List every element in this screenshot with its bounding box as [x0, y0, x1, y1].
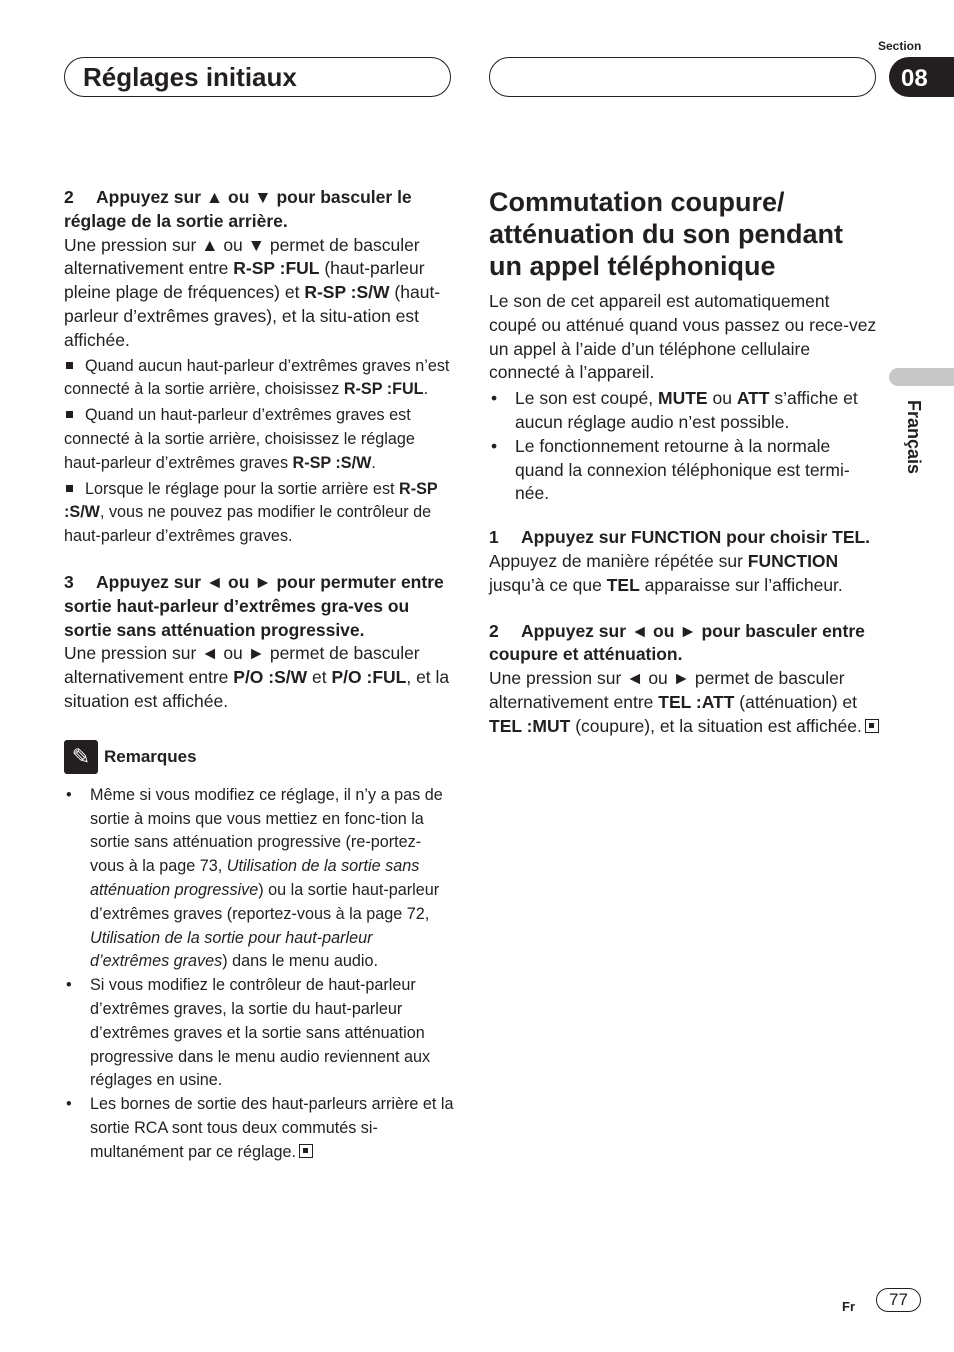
- page-number: 77: [876, 1288, 921, 1312]
- square-note-1: Quand aucun haut-parleur d’extrêmes graves n’est connecté à la sortie arrière, choisissez R-SP :FUL.: [64, 356, 450, 399]
- notes-header: [64, 740, 454, 774]
- pencil-note-icon: ✎: [64, 740, 98, 774]
- footer-language: Fr: [842, 1299, 855, 1314]
- language-label: Français: [904, 400, 924, 475]
- step-3-body: Une pression sur ◄ ou ► permet de basculer alternativement entre P/O :S/W et P/O :FUL, et la situation est affichée.: [64, 643, 450, 711]
- right-step-1-body: Appuyez de manière répétée sur FUNCTION jusqu’à ce que TEL apparaisse sur l’afficheur.: [489, 550, 843, 595]
- note-item: • Les bornes de sortie des haut-parleurs arrière et la sortie RCA sont tous deux commutés si-multanément par ce réglage.: [64, 1093, 454, 1164]
- square-note-3: Lorsque le réglage pour la sortie arrière est R-SP :S/W, vous ne pouvez pas modifier le contrôleur de haut-parleur d’extrêmes graves.: [64, 479, 438, 546]
- section-heading: Commutation coupure/ atténuation du son pendant un appel téléphonique: [489, 187, 843, 281]
- notes-title: Remarques: [104, 746, 197, 766]
- bullet-item: • Le fonctionnement retourne à la normale quand la connexion téléphonique est termi-née.: [489, 435, 879, 506]
- end-mark-icon: [865, 719, 879, 733]
- page-title: Réglages initiaux: [64, 57, 451, 97]
- header-blank-pill: [489, 57, 876, 97]
- square-bullet-icon: [66, 362, 73, 369]
- section-number-badge: 08: [889, 57, 954, 97]
- right-step-1-heading: 1 Appuyez sur FUNCTION pour choisir TEL.: [489, 527, 871, 548]
- square-bullet-icon: [66, 411, 73, 418]
- step-2-heading: 2 Appuyez sur ▲ ou ▼ pour basculer le réglage de la sortie arrière.: [64, 187, 412, 231]
- intro-text: Le son de cet appareil est automatiquement coupé ou atténué quand vous passez ou rece-vez un appel à l’aide d’un téléphone cellulaire connecté à l’appareil.: [489, 291, 877, 383]
- language-tab: [889, 368, 954, 386]
- note-item: • Même si vous modifiez ce réglage, il n’y a pas de sortie à moins que vous mettiez en fonc-tion la sortie sans atténuation progressive (re-portez-vous à la page 73, Utilisation de la sortie sans atténuation progressive) ou la sortie haut-parleur d’extrêmes graves (reportez-vous à la page 72, Utilisation de la sortie pour haut-parleur d’extrêmes graves) dans le menu audio.: [64, 784, 454, 974]
- step-2-body: Une pression sur ▲ ou ▼ permet de basculer alternativement entre R-SP :FUL (haut-parleur pleine plage de fréquences) et R-SP :S/W (haut-parleur d’extrêmes graves), et la situ-ation est affichée.: [64, 234, 441, 350]
- left-column: [64, 186, 454, 1164]
- note-item: • Si vous modifiez le contrôleur de haut-parleur d’extrêmes graves, la sortie du haut-parleur d’extrêmes graves et la sortie sans atténuation progressive dans le menu audio reviennent aux réglages en usine.: [64, 974, 454, 1093]
- right-step-2-body: Une pression sur ◄ ou ► permet de basculer alternativement entre TEL :ATT (atténuation) et TEL :MUT (coupure), et la situation est affichée.: [489, 667, 879, 738]
- right-column: [489, 186, 879, 741]
- square-bullet-icon: [66, 485, 73, 492]
- bullet-item: • Le son est coupé, MUTE ou ATT s’affiche et aucun réglage audio n’est possible.: [489, 387, 879, 435]
- section-label: Section: [878, 39, 922, 53]
- notes-list: [64, 784, 454, 1165]
- end-mark-icon: [299, 1144, 313, 1158]
- right-step-2-heading: 2 Appuyez sur ◄ ou ► pour basculer entre coupure et atténuation.: [489, 620, 865, 665]
- step-3-heading: 3 Appuyez sur ◄ ou ► pour permuter entre sortie haut-parleur d’extrêmes gra-ves ou sortie sans atténuation progressive.: [64, 571, 444, 640]
- square-note-2: Quand un haut-parleur d’extrêmes graves est connecté à la sortie arrière, choisissez le réglage haut-parleur d’extrêmes graves R-SP :S/W.: [64, 406, 415, 472]
- info-bullets: [489, 387, 879, 506]
